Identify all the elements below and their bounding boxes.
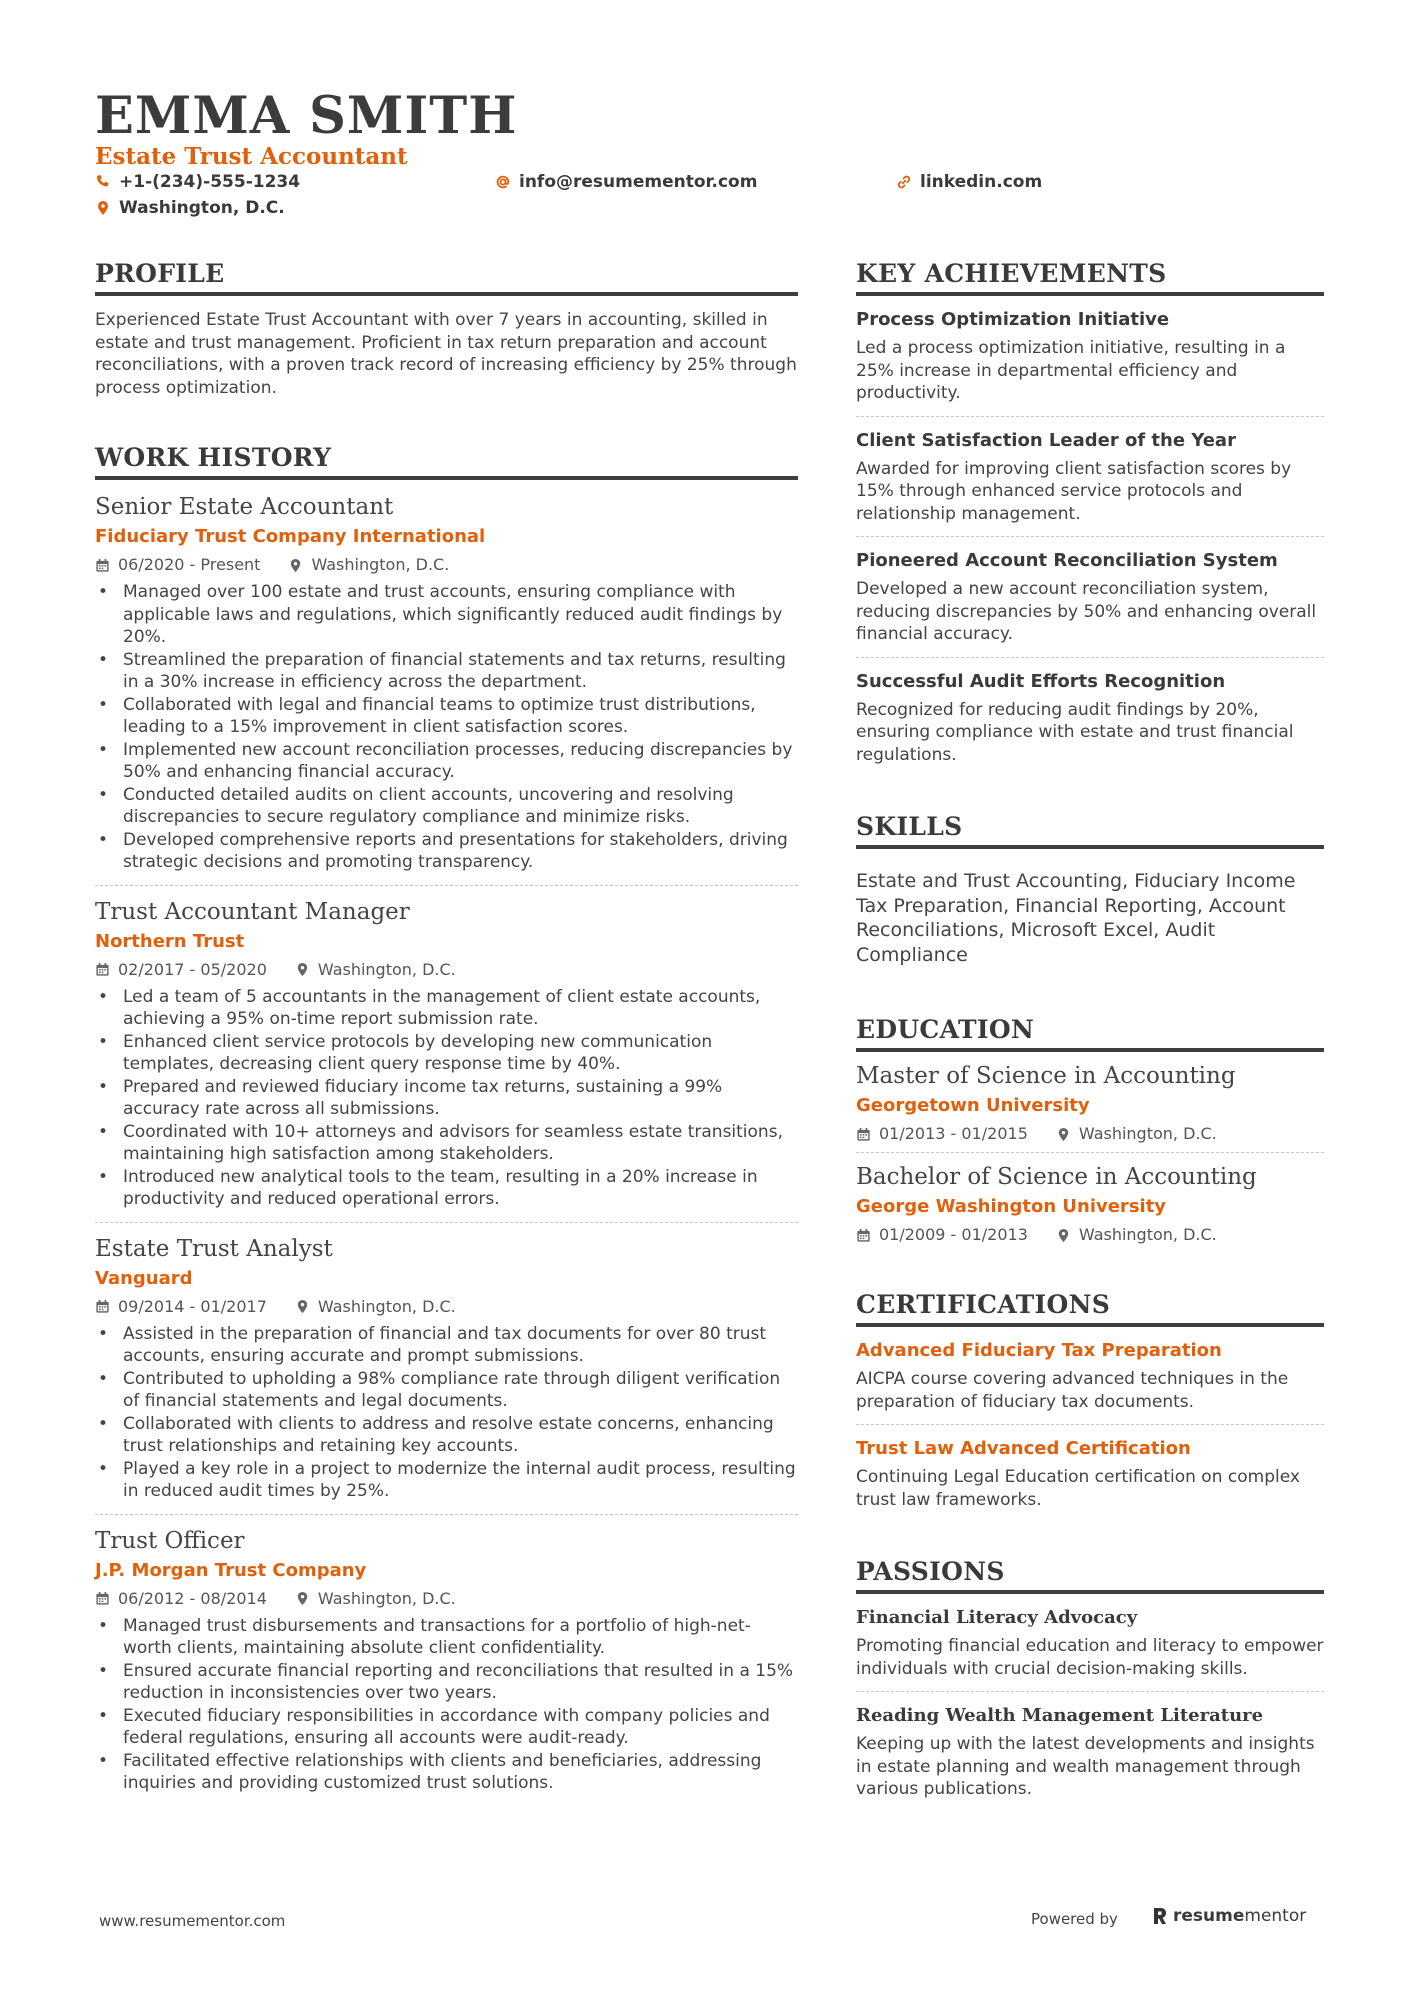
- job-bullet: • Executed fiduciary responsibilities in accordance with company policies and federal regulations, ensuring all accounts were audit-ready.: [95, 1705, 798, 1750]
- job-title: Trust Officer: [95, 1527, 245, 1554]
- job-bullet: • Introduced new analytical tools to the team, resulting in a 20% increase in productivity and reduced operational errors.: [95, 1166, 798, 1211]
- job-title: Senior Estate Accountant: [95, 494, 394, 520]
- passion-item: [856, 1594, 1324, 1692]
- job-dates: 09/2014 - 01/2017: [118, 1296, 267, 1316]
- right-column: [856, 258, 1324, 1812]
- calendar-icon: [856, 1228, 871, 1243]
- location-pin-icon: [95, 200, 111, 216]
- job-entry: [95, 1526, 798, 1806]
- job-dates: 02/2017 - 05/2020: [118, 959, 267, 979]
- job-company: Northern Trust: [95, 930, 245, 952]
- work-history-heading: WORK HISTORY: [95, 442, 798, 480]
- education-meta: [856, 1225, 1324, 1245]
- job-bullet: • Facilitated effective relationships with clients and beneficiaries, addressing inquiries and providing customized trust solutions.: [95, 1750, 798, 1795]
- certification-item: [856, 1425, 1324, 1522]
- certification-list: [856, 1327, 1324, 1522]
- calendar-icon: [95, 1591, 110, 1606]
- achievement-item: [856, 296, 1324, 417]
- job-entry: [95, 897, 798, 1223]
- job-location: Washington, D.C.: [317, 1296, 456, 1316]
- education-item: [856, 1052, 1324, 1153]
- job-bullet: • Conducted detailed audits on client accounts, uncovering and resolving discrepancies to secure regulatory compliance and minimize risks.: [95, 784, 798, 829]
- footer-powered-by: Powered by: [1031, 1910, 1118, 1928]
- job-bullets: [95, 986, 798, 1211]
- email-text: info@resumementor.com: [519, 172, 758, 192]
- job-bullet: • Led a team of 5 accountants in the management of client estate accounts, achieving a 95% on-time report submission rate.: [95, 986, 798, 1031]
- education-dates: 01/2013 - 01/2015: [879, 1124, 1028, 1143]
- passion-list: [856, 1594, 1324, 1812]
- key-achievements-heading: KEY ACHIEVEMENTS: [856, 258, 1324, 296]
- link-icon: [896, 174, 912, 190]
- education-list: [856, 1052, 1324, 1253]
- achievement-item: [856, 537, 1324, 658]
- calendar-icon: [856, 1127, 871, 1142]
- education-meta: [856, 1124, 1324, 1144]
- job-company: Vanguard: [95, 1267, 193, 1289]
- skills-list: Estate and Trust Accounting, Fiduciary Income Tax Preparation, Financial Reporting, Account Reconciliations, Microsoft Excel, Audit Compliance: [856, 870, 1296, 966]
- certifications-heading: CERTIFICATIONS: [856, 1289, 1324, 1327]
- certification-title: Advanced Fiduciary Tax Preparation: [856, 1340, 1222, 1361]
- job-title: Trust Accountant Manager: [95, 898, 410, 925]
- at-sign-icon: [495, 174, 511, 190]
- brand-name-part2: mentor: [1244, 1906, 1307, 1926]
- skills-heading: SKILLS: [856, 811, 1324, 849]
- education-location: Washington, D.C.: [1078, 1225, 1217, 1244]
- calendar-icon: [95, 1299, 110, 1314]
- job-bullets: [95, 1615, 798, 1795]
- passion-desc: Promoting financial education and literacy to empower individuals with crucial decision-making skills.: [856, 1636, 1324, 1679]
- calendar-icon: [95, 962, 110, 977]
- education-item: [856, 1153, 1324, 1253]
- footer-brand-logo[interactable]: [1152, 1906, 1306, 1926]
- job-bullet: • Managed over 100 estate and trust accounts, ensuring compliance with applicable laws and regulations, which significantly reduced audit findings by 20%.: [95, 581, 798, 649]
- contact-phone: [95, 172, 300, 192]
- achievement-desc: Led a process optimization initiative, resulting in a 25% increase in departmental efficiency and productivity.: [856, 338, 1286, 403]
- job-bullet: • Managed trust disbursements and transactions for a portfolio of high-net-worth clients, maintaining absolute client confidentiality.: [95, 1615, 798, 1660]
- job-bullet: • Contributed to upholding a 98% compliance rate through diligent verification of financial statements and legal documents.: [95, 1368, 798, 1413]
- job-list: [95, 492, 798, 1806]
- achievement-item: [856, 658, 1324, 778]
- achievement-desc: Awarded for improving client satisfaction scores by 15% through enhanced service protocols and relationship management.: [856, 458, 1292, 524]
- calendar-icon: [95, 558, 110, 573]
- job-company: Fiduciary Trust Company International: [95, 526, 486, 547]
- contact-linkedin[interactable]: [896, 172, 1042, 192]
- brand-name-part1: resume: [1173, 1906, 1245, 1926]
- resumementor-logo-icon: [1152, 1906, 1168, 1926]
- job-bullets: [95, 581, 798, 874]
- profile-summary: Experienced Estate Trust Accountant with over 7 years in accounting, skilled in estate and trust management. Proficient in tax return preparation and account reconciliations, with a proven track record of increasing efficiency by 25% through process optimization.: [95, 310, 797, 398]
- achievement-title: Process Optimization Initiative: [856, 309, 1170, 330]
- job-entry: [95, 1234, 798, 1515]
- job-meta: [95, 555, 798, 575]
- contact-location: [95, 198, 285, 218]
- job-location: Washington, D.C.: [311, 555, 450, 574]
- job-dates: 06/2012 - 08/2014: [118, 1588, 267, 1608]
- job-bullet: • Prepared and reviewed fiduciary income tax returns, sustaining a 99% accuracy rate across all submissions.: [95, 1076, 798, 1121]
- achievement-title: Successful Audit Efforts Recognition: [856, 670, 1226, 692]
- job-meta: [95, 1297, 798, 1317]
- education-dates: 01/2009 - 01/2013: [879, 1225, 1028, 1244]
- job-bullet: • Collaborated with legal and financial teams to optimize trust distributions, leading to a 15% improvement in client satisfaction scores.: [95, 694, 798, 739]
- job-bullet: • Ensured accurate financial reporting and reconciliations that resulted in a 15% reduction in inconsistencies over two years.: [95, 1660, 798, 1705]
- location-pin-icon: [1056, 1228, 1071, 1243]
- location-pin-icon: [295, 1299, 310, 1314]
- passion-title: Financial Literacy Advocacy: [856, 1607, 1138, 1628]
- achievement-desc: Developed a new account reconciliation system, reducing discrepancies by 50% and enhancing overall financial accuracy.: [856, 579, 1317, 644]
- location-pin-icon: [295, 962, 310, 977]
- passions-heading: PASSIONS: [856, 1556, 1324, 1594]
- job-title: Estate Trust Analyst: [95, 1235, 333, 1262]
- passion-title: Reading Wealth Management Literature: [856, 1705, 1264, 1726]
- left-column: [95, 258, 798, 1817]
- job-entry: [95, 492, 798, 886]
- achievement-desc: Recognized for reducing audit findings by 20%, ensuring compliance with estate and trust financial regulations.: [856, 699, 1294, 765]
- school: Georgetown University: [856, 1095, 1090, 1116]
- phone-icon: [95, 174, 111, 190]
- job-bullets: [95, 1323, 798, 1503]
- achievement-list: [856, 296, 1324, 777]
- job-dates: 06/2020 - Present: [118, 555, 261, 574]
- job-bullet: • Assisted in the preparation of financial and tax documents for over 80 trust accounts, ensuring accurate and prompt submissions.: [95, 1323, 798, 1368]
- passion-desc: Keeping up with the latest developments and insights in estate planning and wealth management through various publications.: [856, 1734, 1315, 1799]
- education-heading: EDUCATION: [856, 1014, 1324, 1052]
- job-bullet: • Streamlined the preparation of financial statements and tax returns, resulting in a 30% increase in efficiency across the department.: [95, 649, 798, 694]
- school: George Washington University: [856, 1196, 1167, 1217]
- certification-title: Trust Law Advanced Certification: [856, 1438, 1191, 1459]
- profile-heading: PROFILE: [95, 258, 798, 296]
- job-bullet: • Enhanced client service protocols by developing new communication templates, decreasing client query response time by 40%.: [95, 1031, 798, 1076]
- job-location: Washington, D.C.: [317, 1588, 456, 1608]
- location-text: Washington, D.C.: [119, 198, 285, 218]
- job-meta: [95, 960, 798, 980]
- achievement-title: Client Satisfaction Leader of the Year: [856, 429, 1236, 451]
- job-location: Washington, D.C.: [317, 959, 456, 979]
- location-pin-icon: [1056, 1127, 1071, 1142]
- achievement-title: Pioneered Account Reconciliation System: [856, 550, 1278, 571]
- certification-desc: AICPA course covering advanced techniques in the preparation of fiduciary tax documents.: [856, 1369, 1289, 1412]
- location-pin-icon: [295, 1591, 310, 1606]
- job-bullet: • Implemented new account reconciliation processes, reducing discrepancies by 50% and enhancing financial accuracy.: [95, 739, 798, 784]
- education-location: Washington, D.C.: [1078, 1124, 1217, 1143]
- footer-website[interactable]: www.resumementor.com: [99, 1912, 286, 1930]
- linkedin-text: linkedin.com: [920, 172, 1043, 192]
- certification-desc: Continuing Legal Education certification on complex trust law frameworks.: [856, 1467, 1300, 1510]
- degree: Master of Science in Accounting: [856, 1063, 1236, 1089]
- job-bullet: • Collaborated with clients to address and resolve estate concerns, enhancing trust relationships and retaining key accounts.: [95, 1413, 798, 1458]
- job-bullet: • Developed comprehensive reports and presentations for stakeholders, driving strategic decisions and promoting transparency.: [95, 829, 798, 874]
- job-company: J.P. Morgan Trust Company: [95, 1559, 367, 1581]
- certification-item: [856, 1327, 1324, 1425]
- passion-item: [856, 1692, 1324, 1812]
- candidate-title: Estate Trust Accountant: [95, 143, 408, 170]
- achievement-item: [856, 417, 1324, 538]
- candidate-name: EMMA SMITH: [95, 86, 518, 146]
- job-meta: [95, 1589, 798, 1609]
- phone-text: +1-(234)-555-1234: [119, 172, 301, 192]
- job-bullet: • Coordinated with 10+ attorneys and advisors for seamless estate transitions, maintaining high satisfaction among stakeholders.: [95, 1121, 798, 1166]
- location-pin-icon: [288, 558, 303, 573]
- job-bullet: • Played a key role in a project to modernize the internal audit process, resulting in reduced audit times by 25%.: [95, 1458, 798, 1503]
- degree: Bachelor of Science in Accounting: [856, 1164, 1257, 1190]
- contact-email[interactable]: [495, 172, 757, 192]
